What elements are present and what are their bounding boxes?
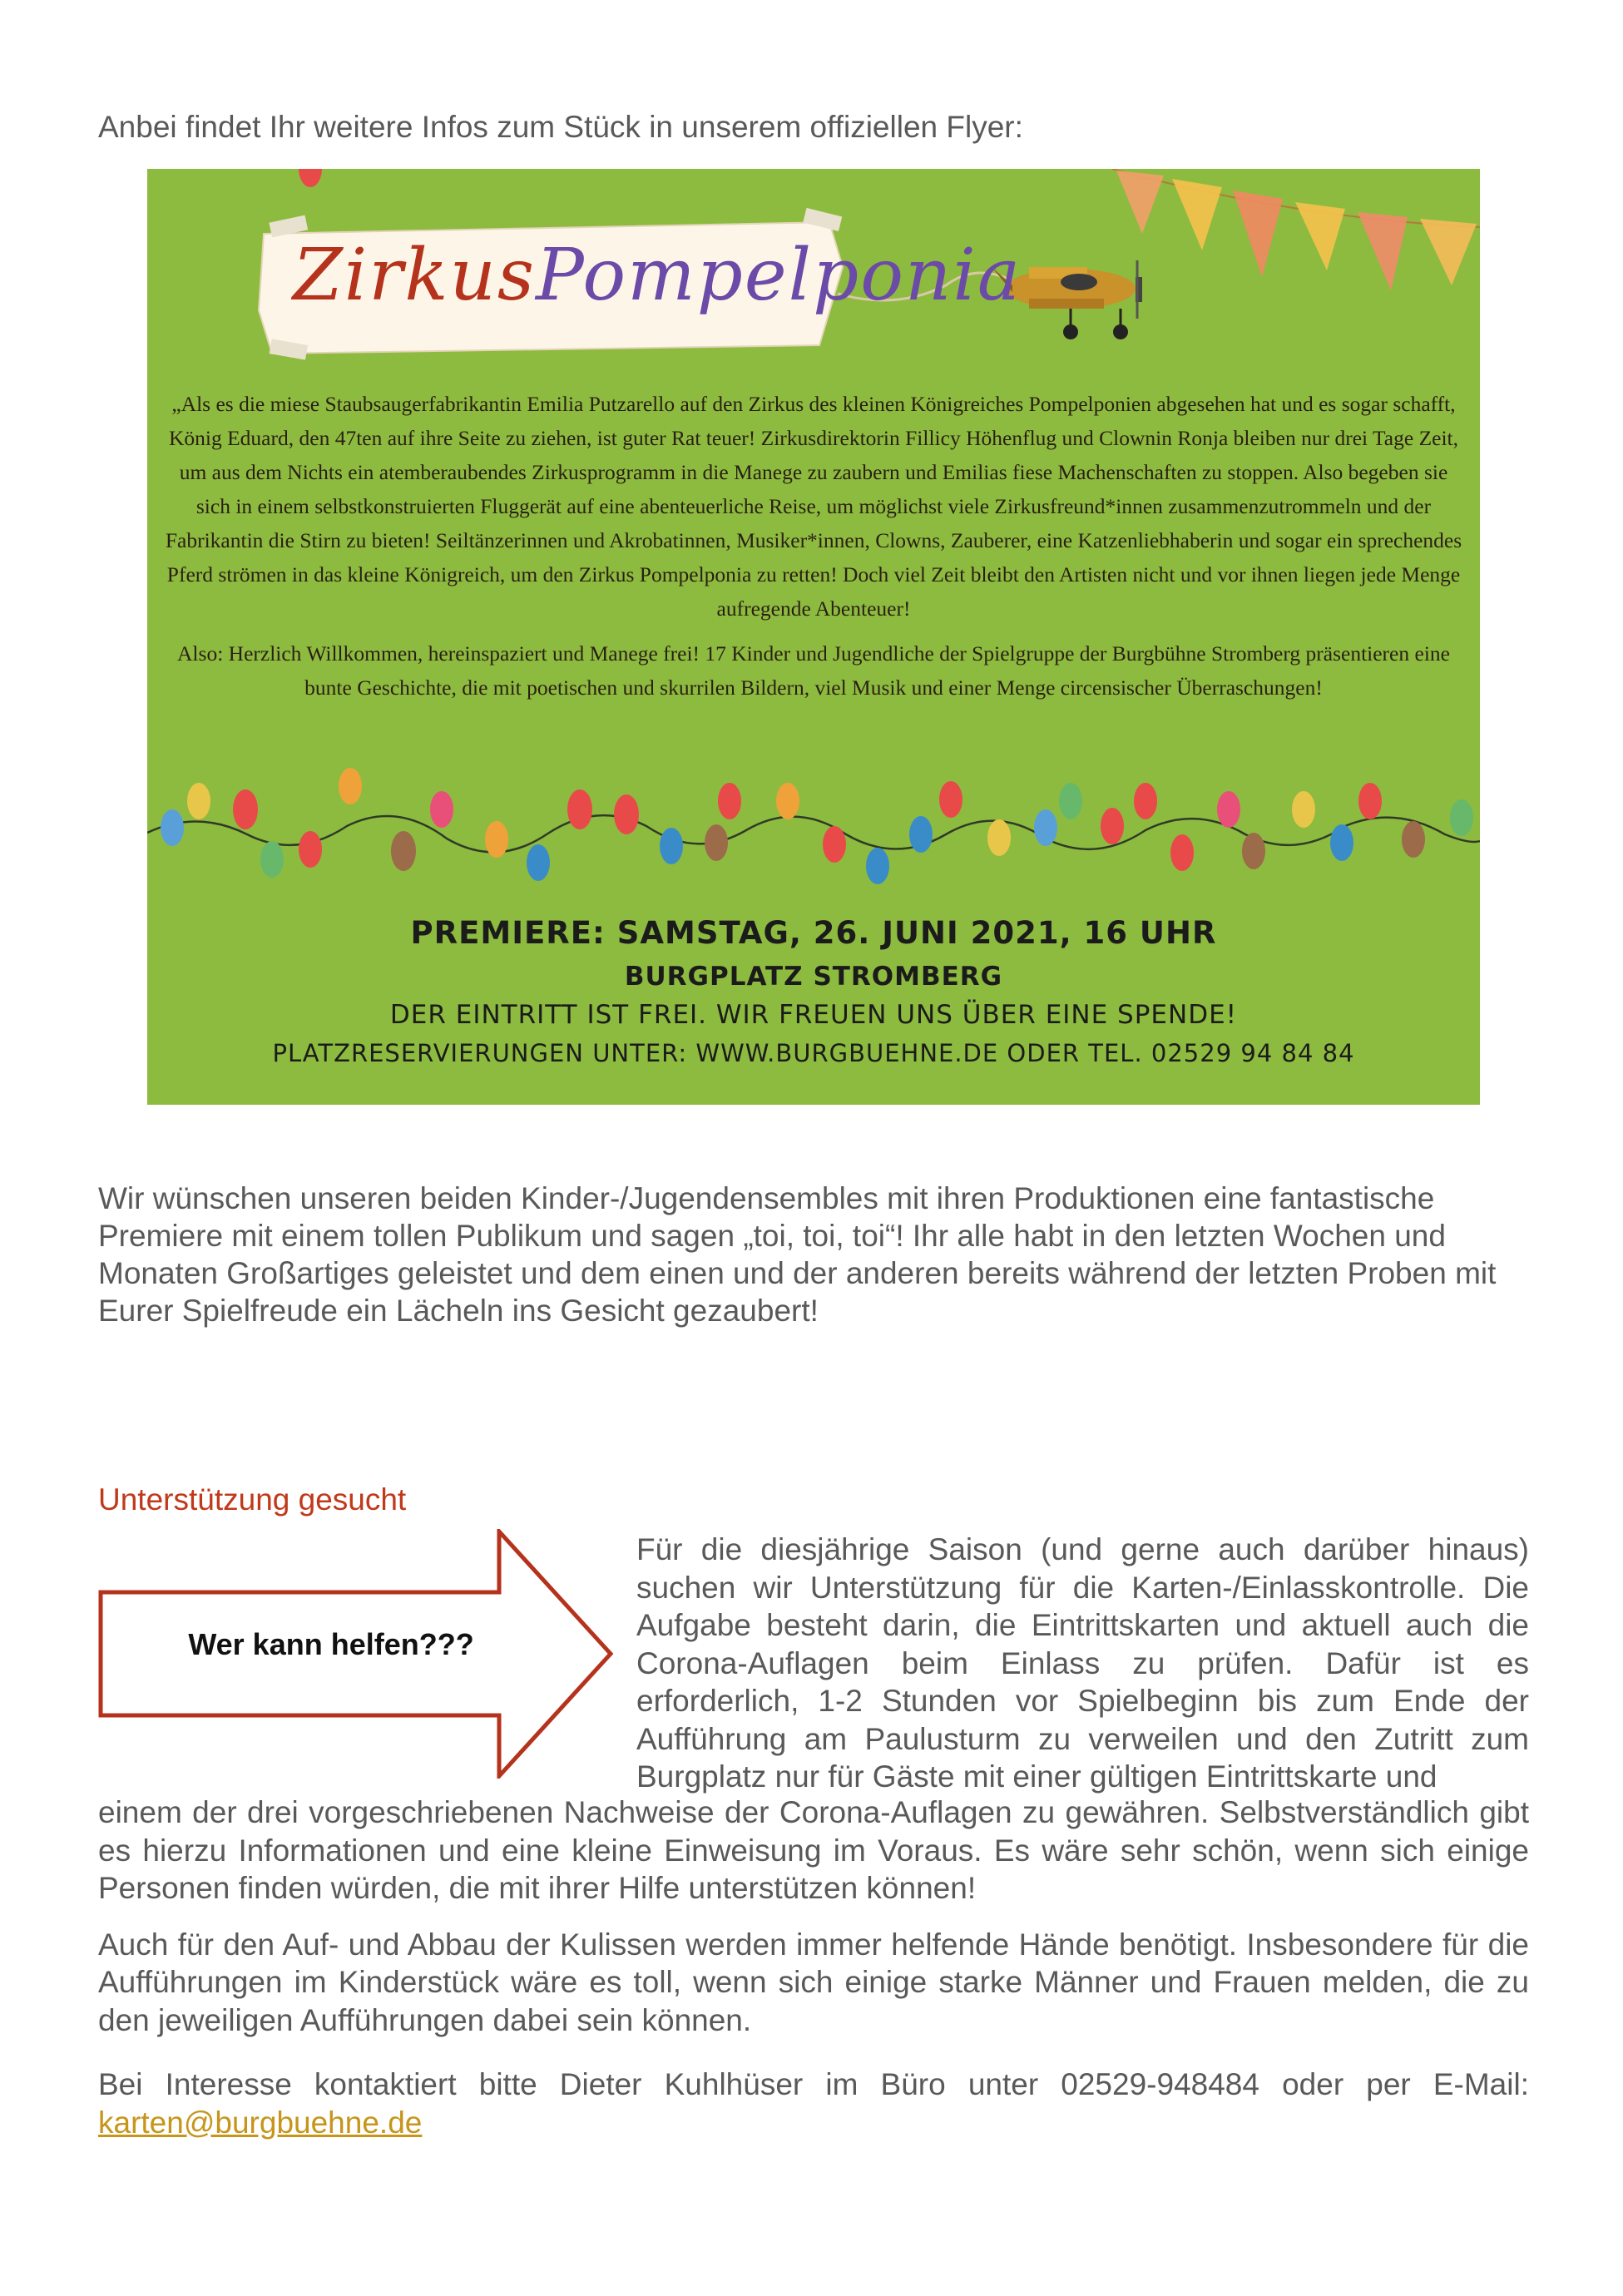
flyer — [147, 169, 1480, 1105]
support-text-continued: einem der drei vorgeschriebenen Nachweise der Corona-Auflagen zu gewähren. Selbstverständlich gibt es hierzu Informationen und eine kleine Einweisung im Voraus. Es wäre sehr schön, wenn sich einige Personen finden würden, die mit ihrer Hilfe unterstützen können! — [98, 1795, 1529, 1905]
flyer-story-paragraph: „Als es die miese Staubsaugerfabrikantin Emilia Putzarello auf den Zirkus des kleinen Königreiches Pompelponien abgesehen hat und es sogar schafft, König Eduard, den 47ten auf ihre Seite zu ziehen, ist guter Rat teuer! Zirkusdirektorin Fillicy Höhenflug und Clownin Ronja bleiben nur drei Tage Zeit, um aus dem Nichts ein atemberaubendes Zirkusprogramm in die Manege zu zaubern und Emilias fiese Machenschaften zu stoppen. Also begeben sie sich in einem selbstkonstruierten Fluggerät auf eine abenteuerliche Reise, um möglichst viele Zirkusfreund*innen zusammenzutrommeln und der Fabrikantin die Stirn zu bieten! Seiltänzerinnen und Akrobatinnen, Musiker*innen, Clowns, Zauberer, eine Katzenliebhaberin und sogar ein sprechendes Pferd strömen in das kleine Königreich, um den Zirkus Pompelponia zu retten! Doch viel Zeit bleibt den Artisten nicht und vor ihnen liegen jede Menge aufregende Abenteuer! — [165, 392, 1462, 621]
arrow-label: Wer kann helfen??? — [188, 1627, 474, 1661]
reservation-info: PLATZRESERVIERUNGEN UNTER: WWW.BURGBUEHNE.DE ODER TEL. 02529 94 84 84 — [272, 1039, 1355, 1067]
flyer-welcome-paragraph: Also: Herzlich Willkommen, hereinspaziert und Manege frei! 17 Kinder und Jugendliche der Spielgruppe der Burgbühne Stromberg präsentieren eine bunte Geschichte, die mit poetischen und skurrilen Bildern, viel Musik und einer Menge circensischer Überraschungen! — [177, 641, 1450, 700]
premiere-date: PREMIERE: SAMSTAG, 26. JUNI 2021, 16 UHR — [410, 915, 1217, 951]
contact-text: Bei Interesse kontaktiert bitte Dieter Kuhlhüser im Büro unter 02529-948484 oder per E-Mail: — [98, 2067, 1529, 2101]
entry-info: DER EINTRITT IST FREI. WIR FREUEN UNS ÜBER EINE SPENDE! — [389, 1000, 1238, 1030]
flyer-premiere-block — [147, 909, 1480, 1072]
support-heading: Unterstützung gesucht — [98, 1482, 407, 1517]
bunting-flags — [1116, 171, 1477, 290]
contact-email-link[interactable]: karten@burgbuehne.de — [98, 2105, 423, 2140]
contact-paragraph — [98, 2066, 1529, 2141]
premiere-location: BURGPLATZ STROMBERG — [624, 962, 1003, 992]
flyer-title-part1: Zirkus — [293, 234, 537, 317]
support-text-block — [98, 1794, 1529, 2160]
crew-paragraph: Auch für den Auf- und Abbau der Kulissen werden immer helfende Hände benötigt. Insbesondere für die Aufführungen im Kinderstück wäre es toll, wenn sich einige starke Männer und Frauen melden, die zu den jeweiligen Aufführungen dabei sein können. — [98, 1927, 1529, 2037]
intro-text: Anbei findet Ihr weitere Infos zum Stück in unserem offiziellen Flyer: — [98, 110, 1023, 144]
flyer-title — [293, 234, 1022, 317]
wish-paragraph: Wir wünschen unseren beiden Kinder-/Jugendensembles mit ihren Produktionen eine fantastische Premiere mit einem tollen Publikum und sagen „toi, toi, toi“! Ihr alle habt in den letzten Wochen und Monaten Großartiges geleistet und dem einen und der anderen bereits während der letzten Proben mit Eurer Spielfreude ein Lächeln ins Gesicht gezaubert! — [98, 1181, 1497, 1328]
support-text-right: Für die diesjährige Saison (und gerne auch darüber hinaus) suchen wir Unterstützung für die Karten-/Einlasskontrolle. Die Aufgabe besteht darin, die Eintrittskarten und aktuell auch die Corona-Auflagen beim Einlass zu prüfen. Dafür ist es erforderlich, 1-2 Stunden vor Spielbeginn bis zum Ende der Aufführung am Paulusturm zu verweilen und den Zutritt zum Burgplatz nur für Gäste mit einer gültigen Eintrittskarte und — [636, 1532, 1529, 1794]
flyer-title-part2: Pompelponia — [536, 234, 1022, 317]
flyer-story — [164, 387, 1463, 715]
